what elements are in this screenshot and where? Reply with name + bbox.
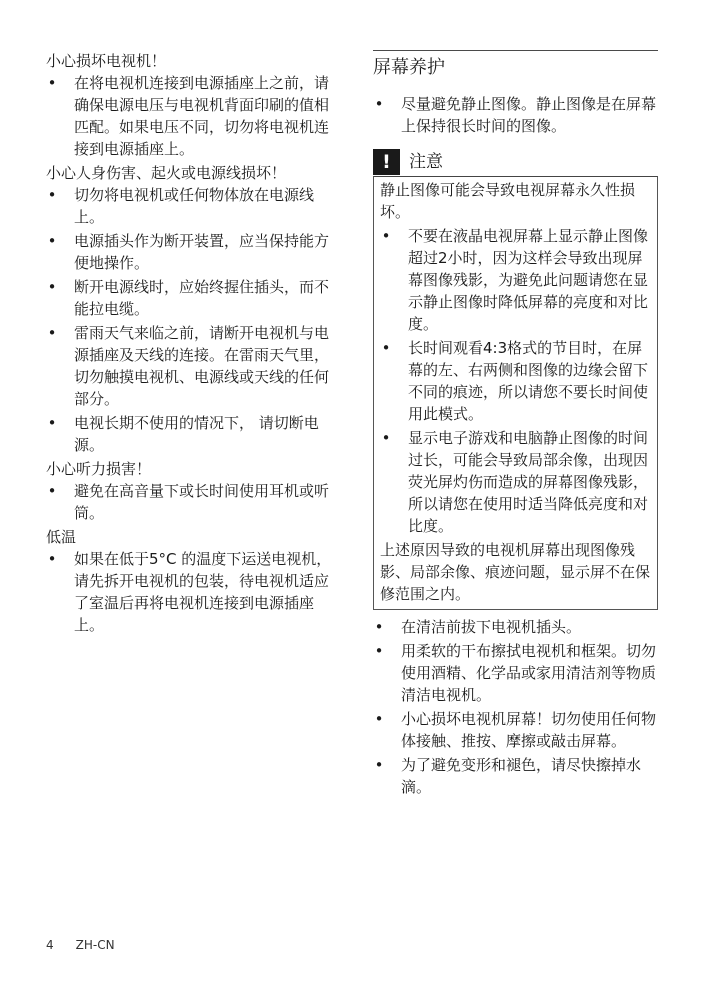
list-item: • 用柔软的干布擦拭电视机和框架。切勿使用酒精、化学品或家用清洁剂等物质清洁电视机。: [374, 642, 657, 704]
list-item: • 长时间观看4:3格式的节目时，在屏幕的左、右两侧和图像的边缘会留下不同的痕迹，所以请您不要长时间使用此模式。: [381, 339, 649, 423]
bullet: •: [47, 74, 57, 92]
note-intro: 静止图像可能会导致电视屏幕永久性损坏。: [380, 181, 636, 221]
list-item: • 尽量避免静止图像。静止图像是在屏幕上保持很长时间的图像。: [374, 95, 657, 135]
note-header: [373, 149, 658, 175]
bullet: •: [374, 618, 384, 636]
bullet: •: [374, 756, 384, 774]
section-title: 屏幕养护: [373, 57, 445, 78]
list-item: • 在清洁前拔下电视机插头。: [374, 618, 582, 636]
note-title: 注意: [409, 152, 443, 172]
list-low-temp: [46, 548, 332, 636]
list-item: • 为了避免变形和褪色，请尽快擦掉水滴。: [374, 756, 642, 796]
list-item: • 电源插头作为断开装置，应当保持能方便地操作。: [47, 232, 330, 272]
bullet: •: [381, 227, 391, 245]
heading-tv-damage: 小心损坏电视机！: [46, 52, 167, 70]
list-item: • 避免在高音量下或长时间使用耳机或听筒。: [47, 482, 330, 522]
heading-hearing: 小心听力损害！: [46, 460, 152, 478]
list-tv-damage: [46, 72, 332, 160]
list-item: • 不要在液晶电视屏幕上显示静止图像超过2小时，因为这样会导致出现屏幕图像残影，为避免此问题请您在显示静止图像时降低屏幕的亮度和对比度。: [381, 227, 649, 333]
bullet: •: [374, 642, 384, 660]
bullet: •: [47, 324, 57, 342]
list-item: • 如果在低于5°C 的温度下运送电视机，请先拆开电视机的包装，待电视机适应了室温后再将电视机连接到电源插座上。: [47, 550, 332, 634]
right-column: [373, 50, 658, 800]
heading-low-temp: 低温: [46, 528, 77, 546]
list-item: • 断开电源线时，应始终握住插头，而不能拉电缆。: [47, 278, 330, 318]
list-hearing: [46, 480, 332, 524]
heading-injury-fire: 小心人身伤害、起火或电源线损坏！: [46, 164, 287, 182]
list-screen-care-top: [373, 93, 658, 137]
list-item: • 小心损坏电视机屏幕！切勿使用任何物体接触、推按、摩擦或敲击屏幕。: [374, 710, 657, 750]
left-column: [46, 50, 332, 638]
list-item: • 雷雨天气来临之前，请断开电视机与电源插座及天线的连接。在雷雨天气里，切勿触摸电视机、电源线或天线的任何部分。: [47, 324, 330, 408]
bullet: •: [47, 550, 57, 568]
bullet: •: [47, 482, 57, 500]
note-list: [380, 225, 652, 537]
bullet: •: [47, 414, 57, 432]
note-box: [373, 176, 658, 610]
list-item: • 在将电视机连接到电源插座上之前，请确保电源电压与电视机背面印刷的值相匹配。如果电压不同，切勿将电视机连接到电源插座上。: [47, 74, 330, 158]
page-footer: [46, 938, 137, 952]
list-item: • 电视长期不使用的情况下， 请切断电源。: [47, 414, 319, 454]
bullet: •: [47, 232, 57, 250]
bullet: •: [381, 429, 391, 447]
list-item: • 显示电子游戏和电脑静止图像的时间过长，可能会导致局部余像，出现因荧光屏灼伤而造成的屏幕图像残影，所以请您在使用时适当降低亮度和对比度。: [381, 429, 649, 535]
list-item: • 切勿将电视机或任何物体放在电源线上。: [47, 186, 315, 226]
note-outro: 上述原因导致的电视机屏幕出现图像残影、局部余像、痕迹问题，显示屏不在保修范围之内。: [380, 541, 651, 603]
list-injury-fire: [46, 184, 332, 456]
page-number: 4: [46, 938, 54, 952]
bullet: •: [374, 95, 384, 113]
section-divider: [373, 50, 658, 51]
list-screen-care-bottom: [373, 616, 658, 798]
language-code: ZH-CN: [75, 938, 115, 952]
warning-icon: !: [373, 149, 400, 175]
bullet: •: [47, 186, 57, 204]
bullet: •: [374, 710, 384, 728]
bullet: •: [381, 339, 391, 357]
bullet: •: [47, 278, 57, 296]
